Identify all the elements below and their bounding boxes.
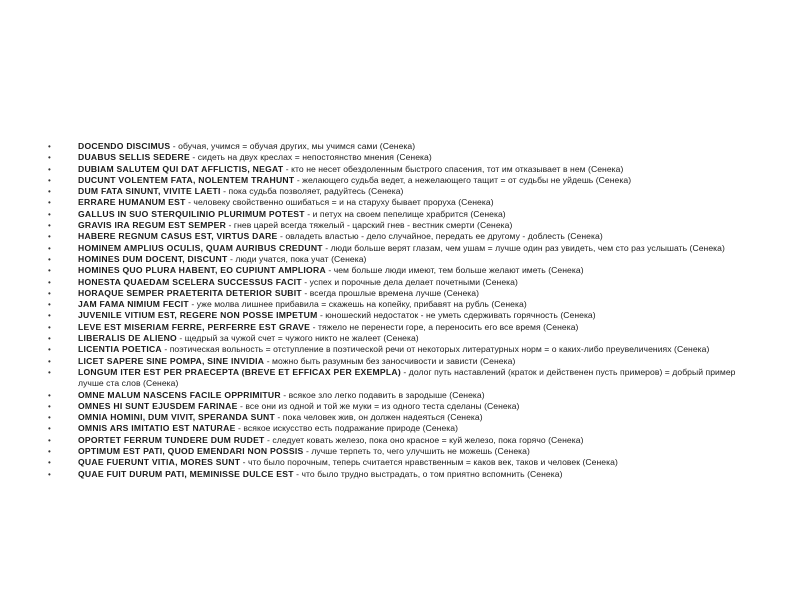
bullet-icon: • bbox=[48, 334, 51, 344]
quote-list-item bbox=[48, 423, 758, 434]
quote-list-item bbox=[48, 141, 758, 152]
phrase-separator: - bbox=[274, 412, 283, 423]
latin-phrase: GRAVIS IRA REGUM EST SEMPER bbox=[78, 220, 227, 231]
quote-list-item bbox=[48, 254, 758, 265]
bullet-icon: • bbox=[48, 175, 51, 185]
phrase-separator: - bbox=[226, 220, 234, 231]
russian-translation: что было порочным, теперь считается нравственным = каков век, таков и человек (Сенека) bbox=[248, 457, 618, 468]
quote-list-item bbox=[48, 164, 758, 175]
latin-phrase: DUM FATA SINUNT, VIVITE LAETI bbox=[78, 186, 221, 197]
russian-translation: лучше терпеть то, чего улучшить не можешь (Сенека) bbox=[311, 446, 530, 457]
latin-phrase: LICENTIA POETICA bbox=[78, 344, 162, 355]
quote-list-item bbox=[48, 277, 758, 288]
quote-list-item bbox=[48, 401, 758, 412]
bullet-icon: • bbox=[48, 198, 51, 208]
phrase-separator: - bbox=[277, 231, 286, 242]
phrase-separator: - bbox=[317, 310, 326, 321]
quote-list-item bbox=[48, 299, 758, 310]
phrase-separator: - bbox=[240, 457, 248, 468]
russian-translation: сидеть на двух креслах = непостоянство мнения (Сенека) bbox=[197, 152, 432, 163]
russian-translation: следует ковать железо, пока оно красное = куй железо, пока горячо (Сенека) bbox=[272, 434, 584, 445]
quote-list-item bbox=[48, 344, 758, 355]
quote-list-item bbox=[48, 243, 758, 254]
latin-phrase: JAM FAMA NIMIUM FECIT bbox=[78, 299, 189, 310]
phrase-separator: - bbox=[294, 174, 303, 185]
latin-phrase: GALLUS IN SUO STERQUILINIO PLURIMUM POTEST bbox=[78, 208, 305, 219]
quote-list-item bbox=[48, 175, 758, 186]
phrase-separator: - bbox=[303, 446, 312, 457]
quote-list-item bbox=[48, 152, 758, 163]
quote-list-item bbox=[48, 412, 758, 423]
quote-list-item bbox=[48, 310, 758, 321]
bullet-icon: • bbox=[48, 367, 51, 377]
russian-translation: и петух на своем пепелище храбрится (Сенека) bbox=[312, 208, 506, 219]
quote-list-item bbox=[48, 333, 758, 344]
quote-list-item bbox=[48, 231, 758, 242]
russian-translation: всякое искусство есть подражание природе (Сенека) bbox=[243, 423, 459, 434]
bullet-icon: • bbox=[48, 413, 51, 423]
bullet-icon: • bbox=[48, 187, 51, 197]
phrase-separator: - bbox=[280, 389, 289, 400]
latin-phrase: LONGUM ITER EST PER PRAECEPTA (BREVE ET EFFICAX PER EXEMPLA) bbox=[78, 366, 401, 377]
bullet-icon: • bbox=[48, 458, 51, 468]
latin-phrase: DUCUNT VOLENTEM FATA, NOLENTEM TRAHUNT bbox=[78, 174, 295, 185]
latin-phrase: OMNIS ARS IMITATIO EST NATURAE bbox=[78, 423, 236, 434]
bullet-icon: • bbox=[48, 469, 51, 479]
latin-phrase: OMNIA HOMINI, DUM VIVIT, SPERANDA SUNT bbox=[78, 412, 275, 423]
latin-phrase: DOCENDO DISCIMUS bbox=[78, 141, 171, 151]
quote-list-item bbox=[48, 197, 758, 208]
phrase-separator: - bbox=[176, 333, 185, 344]
latin-phrase: LIBERALIS DE ALIENO bbox=[78, 333, 177, 344]
bullet-icon: • bbox=[48, 447, 51, 457]
russian-translation: юношеский недостаток - не уметь сдерживать горячность (Сенека) bbox=[325, 310, 596, 321]
latin-phrase: LICET SAPERE SINE POMPA, SINE INVIDIA bbox=[78, 355, 265, 366]
russian-translation: тяжело не перенести горе, а переносить его все время (Сенека) bbox=[317, 321, 579, 332]
russian-translation: уже молва лишнее прибавила = скажешь на копейку, прибавят на рубль (Сенека) bbox=[196, 299, 527, 310]
latin-phrase: OMNE MALUM NASCENS FACILE OPPRIMITUR bbox=[78, 389, 281, 400]
latin-phrase: HORAQUE SEMPER PRAETERITA DETERIOR SUBIT bbox=[78, 287, 302, 298]
russian-translation: щедрый за чужой счет = чужого никто не жалеет (Сенека) bbox=[184, 333, 419, 344]
quote-list-item bbox=[48, 390, 758, 401]
bullet-icon: • bbox=[48, 164, 51, 174]
bullet-icon: • bbox=[48, 300, 51, 310]
latin-phrase: JUVENILE VITIUM EST, REGERE NON POSSE IMPETUM bbox=[78, 310, 318, 321]
quote-list-item bbox=[48, 356, 758, 367]
quote-list-item bbox=[48, 435, 758, 446]
bullet-icon: • bbox=[48, 266, 51, 276]
phrase-separator: - bbox=[304, 208, 313, 219]
phrase-separator: - bbox=[264, 434, 273, 445]
latin-phrase: HOMINEM AMPLIUS OCULIS, QUAM AURIBUS CREDUNT bbox=[78, 242, 323, 253]
russian-translation: поэтическая вольность = отступление в поэтической речи от некоторых литературных норм = о каких-либо преувеличениях (Сенека) bbox=[169, 344, 710, 355]
bullet-icon: • bbox=[48, 401, 51, 411]
bullet-icon: • bbox=[48, 221, 51, 231]
quote-list-item bbox=[48, 469, 758, 480]
latin-phrase: OPTIMUM EST PATI, QUOD EMENDARI NON POSSIS bbox=[78, 446, 304, 457]
russian-translation: человеку свойственно ошибаться = и на старуху бывает проруха (Сенека) bbox=[193, 197, 494, 208]
bullet-icon: • bbox=[48, 390, 51, 400]
bullet-icon: • bbox=[48, 322, 51, 332]
russian-translation: успех и порочные дела делает почетными (Сенека) bbox=[309, 276, 518, 287]
russian-translation: можно быть разумным без заносчивости и зависти (Сенека) bbox=[272, 355, 516, 366]
quote-list-item bbox=[48, 367, 758, 390]
latin-phrase: QUAE FUIT DURUM PATI, MEMINISSE DULCE EST bbox=[78, 468, 294, 479]
latin-phrase: HONESTA QUAEDAM SCELERA SUCCESSUS FACIT bbox=[78, 276, 302, 287]
bullet-icon: • bbox=[48, 209, 51, 219]
russian-translation: всегда прошлые времена лучше (Сенека) bbox=[309, 287, 480, 298]
quote-list-item bbox=[48, 186, 758, 197]
latin-phrase: HABERE REGNUM CASUS EST, VIRTUS DARE bbox=[78, 231, 278, 242]
bullet-icon: • bbox=[48, 232, 51, 242]
quote-list-item bbox=[48, 446, 758, 457]
phrase-separator: - bbox=[264, 355, 273, 366]
russian-translation: обучая, учимся = обучая других, мы учимся сами (Сенека) bbox=[178, 141, 416, 151]
latin-phrase: HOMINES QUO PLURA HABENT, EO CUPIUNT AMPLIORA bbox=[78, 265, 326, 276]
phrase-separator: - bbox=[185, 197, 194, 208]
bullet-icon: • bbox=[48, 254, 51, 264]
phrase-separator: - bbox=[301, 276, 310, 287]
russian-translation: долог путь наставлений (краток и действенен пусть примеров) = добрый пример лучше ста слов (Сенека) bbox=[78, 366, 736, 389]
latin-phrase: OPORTET FERRUM TUNDERE DUM RUDET bbox=[78, 434, 265, 445]
bullet-icon: • bbox=[48, 435, 51, 445]
russian-translation: люди больше верят глазам, чем ушам = лучше один раз увидеть, чем сто раз услышать (Сенека) bbox=[330, 242, 725, 253]
bullet-icon: • bbox=[48, 288, 51, 298]
bullet-icon: • bbox=[48, 345, 51, 355]
russian-translation: гнев царей всегда тяжелый - царский гнев - вестник смерти (Сенека) bbox=[233, 220, 513, 231]
bullet-icon: • bbox=[48, 311, 51, 321]
bullet-icon: • bbox=[48, 142, 51, 151]
russian-translation: чем больше люди имеют, тем больше желают иметь (Сенека) bbox=[333, 265, 584, 276]
phrase-separator: - bbox=[227, 253, 236, 264]
phrase-separator: - bbox=[322, 242, 331, 253]
quote-list-item bbox=[48, 220, 758, 231]
russian-translation: пока судьба позволяет, радуйтесь (Сенека) bbox=[228, 186, 404, 197]
bullet-icon: • bbox=[48, 153, 51, 163]
phrase-separator: - bbox=[161, 344, 170, 355]
quote-list-item bbox=[48, 457, 758, 468]
russian-translation: что было трудно выстрадать, о том приятно вспомнить (Сенека) bbox=[301, 468, 563, 479]
russian-translation: люди учатся, пока учат (Сенека) bbox=[235, 253, 367, 264]
quote-list-item bbox=[48, 288, 758, 299]
bullet-icon: • bbox=[48, 356, 51, 366]
latin-phrase: DUBIAM SALUTEM QUI DAT AFFLICTIS, NEGAT bbox=[78, 163, 284, 174]
phrase-separator: - bbox=[325, 265, 334, 276]
latin-phrase: QUAE FUERUNT VITIA, MORES SUNT bbox=[78, 457, 241, 468]
phrase-separator: - bbox=[220, 186, 229, 197]
russian-translation: все они из одной и той же муки = из одного теста сделаны (Сенека) bbox=[245, 400, 520, 411]
quote-list-item bbox=[48, 265, 758, 276]
russian-translation: кто не несет обездоленным быстрого спасения, тот им отказывает в нем (Сенека) bbox=[291, 163, 624, 174]
phrase-separator: - bbox=[235, 423, 244, 434]
quote-list-item bbox=[48, 209, 758, 220]
phrase-separator: - bbox=[189, 152, 198, 163]
latin-phrase: HOMINES DUM DOCENT, DISCUNT bbox=[78, 253, 228, 264]
quote-list-item bbox=[48, 322, 758, 333]
russian-translation: овладеть властью - дело случайное, передать ее другому - доблесть (Сенека) bbox=[285, 231, 603, 242]
russian-translation: желающего судьба ведет, а нежелающего тащит = от судьбы не уйдешь (Сенека) bbox=[302, 174, 632, 185]
bullet-icon: • bbox=[48, 277, 51, 287]
russian-translation: всякое зло легко подавить в зародыше (Сенека) bbox=[288, 389, 485, 400]
phrase-separator: - bbox=[237, 400, 246, 411]
phrase-separator: - bbox=[188, 299, 197, 310]
latin-phrase: DUABUS SELLIS SEDERE bbox=[78, 152, 190, 163]
quotes-list bbox=[48, 141, 758, 480]
bullet-icon: • bbox=[48, 424, 51, 434]
latin-phrase: OMNES HI SUNT EJUSDEM FARINAE bbox=[78, 400, 238, 411]
phrase-separator: - bbox=[301, 287, 310, 298]
phrase-separator: - bbox=[310, 321, 318, 332]
latin-phrase: LEVE EST MISERIAM FERRE, PERFERRE EST GRAVE bbox=[78, 321, 311, 332]
latin-phrase: ERRARE HUMANUM EST bbox=[78, 197, 186, 208]
phrase-separator: - bbox=[293, 468, 302, 479]
phrase-separator: - bbox=[170, 141, 179, 151]
phrase-separator: - bbox=[283, 163, 292, 174]
phrase-separator: - bbox=[400, 366, 409, 377]
russian-translation: пока человек жив, он должен надеяться (Сенека) bbox=[282, 412, 483, 423]
bullet-icon: • bbox=[48, 243, 51, 253]
